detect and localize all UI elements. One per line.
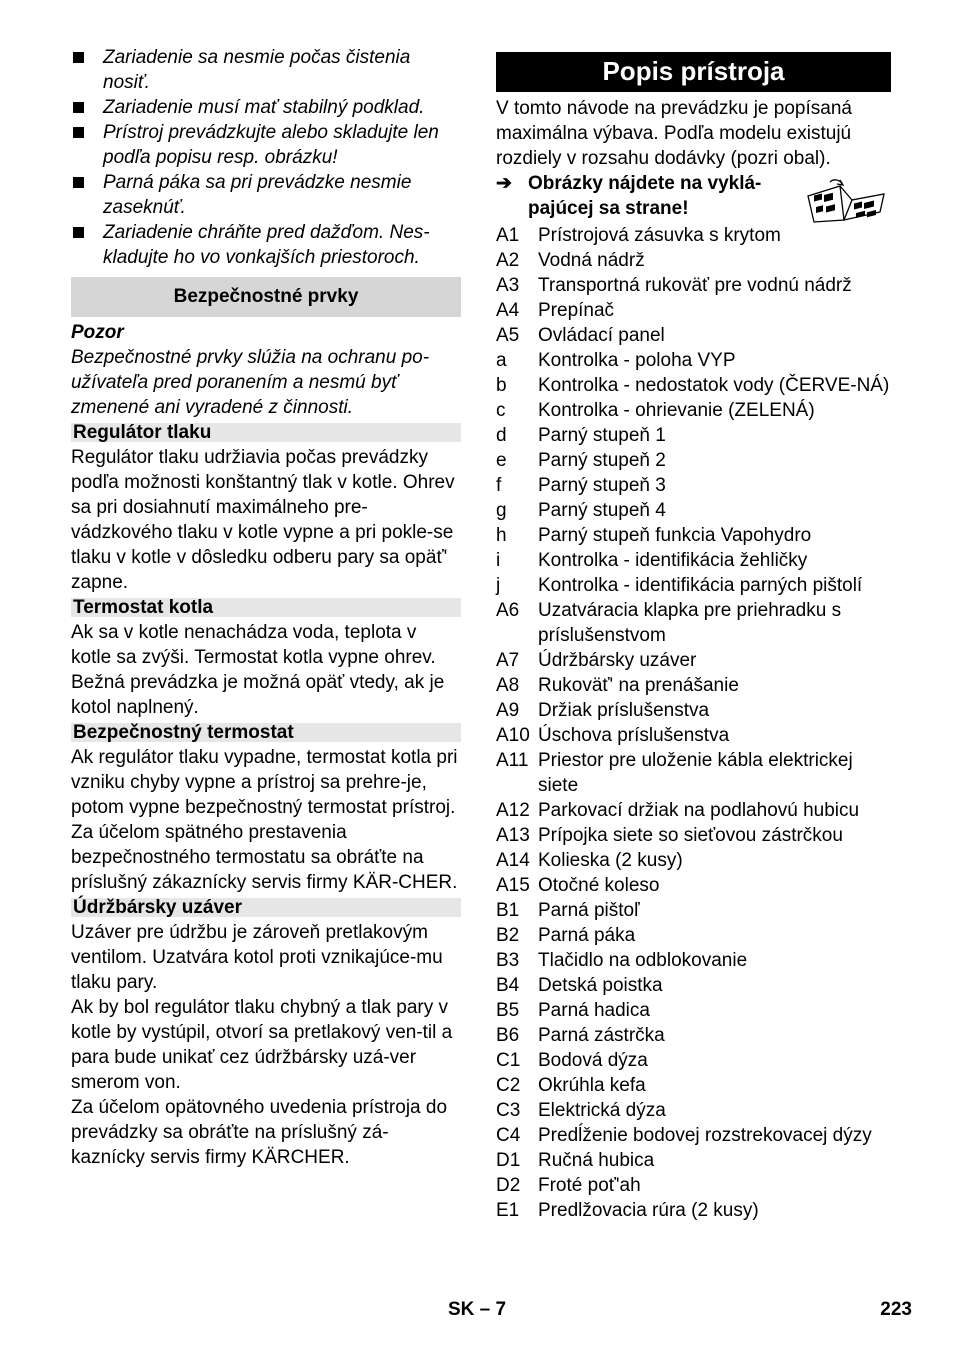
list-item <box>496 498 891 523</box>
list-item <box>496 273 891 298</box>
item-text: Parný stupeň 4 <box>538 500 666 521</box>
item-code: j <box>496 575 501 596</box>
list-item <box>496 698 891 723</box>
subsection-heading: Údržbársky uzáver <box>71 898 461 917</box>
list-item <box>496 573 891 598</box>
item-text: Parná zástrčka <box>538 1025 665 1046</box>
bullet-square-icon <box>73 227 84 238</box>
list-item <box>496 1148 891 1173</box>
item-text: Bodová dýza <box>538 1050 648 1071</box>
item-code: E1 <box>496 1200 520 1221</box>
list-item <box>496 723 891 748</box>
list-item <box>496 423 891 448</box>
caution-text: Bezpečnostné prvky slúžia na ochranu po-užívateľa pred poranením a nesmú byť zmenené ani vyradené z činnosti. <box>71 347 430 418</box>
item-code: c <box>496 400 506 421</box>
item-code: d <box>496 425 507 446</box>
item-text: Rukoväť' na prenášanie <box>538 675 739 696</box>
item-code: A5 <box>496 325 520 346</box>
footer-page-number: 223 <box>880 1299 912 1320</box>
item-code: A6 <box>496 600 520 621</box>
item-code: A8 <box>496 675 520 696</box>
item-text: Otočné koleso <box>538 875 660 896</box>
list-item <box>496 1173 891 1198</box>
figure-note <box>496 171 788 221</box>
subsection-paragraph: Regulátor tlaku udržiavia počas prevádzky podľa možnosti konštantný tlak v kotle. Ohrev sa pri dosiahnutí maximálneho pre-vádzkového tlaku v kotle vypne a pri pokle-se tlaku v kotle v dôsledku odberu pary sa opäť' zapne. <box>71 447 455 593</box>
item-text: Parný stupeň 1 <box>538 425 666 446</box>
list-item <box>496 348 891 373</box>
item-code: D2 <box>496 1175 521 1196</box>
item-text: Prípojka siete so sieťovou zástrčkou <box>538 825 843 846</box>
bullet-text: Zariadenie musí mať stabilný podklad. <box>103 97 425 118</box>
arrow-right-icon: ➔ <box>496 173 512 194</box>
item-code: B3 <box>496 950 520 971</box>
subsection-paragraph: Ak sa v kotle nenachádza voda, teplota v kotle sa zvýši. Termostat kotla vypne ohrev. Bežná prevádzka je možná opäť vtedy, ak je kotol naplnený. <box>71 622 445 718</box>
list-item <box>496 548 891 573</box>
item-text: Parkovací držiak na podlahovú hubicu <box>538 800 860 821</box>
item-code: B6 <box>496 1025 520 1046</box>
bullet-square-icon <box>73 52 84 63</box>
item-text: Okrúhla kefa <box>538 1075 646 1096</box>
item-code: g <box>496 500 507 521</box>
list-item <box>496 823 891 848</box>
item-text: Uzatváracia klapka pre priehradku s príslušenstvom <box>538 600 842 646</box>
subsection-paragraph: Uzáver pre údržbu je zároveň pretlakovým ventilom. Uzatvára kotol proti vznikajúce-mu tlaku pary. <box>71 922 443 993</box>
item-code: h <box>496 525 507 546</box>
right-column <box>496 45 891 1223</box>
list-item <box>496 898 891 923</box>
subsection-heading: Termostat kotla <box>71 598 461 617</box>
list-item <box>496 223 891 248</box>
list-item <box>496 998 891 1023</box>
item-text: Parná hadica <box>538 1000 650 1021</box>
bullet-text: Parná páka sa pri prevádzke nesmie zaseknúť. <box>103 172 412 218</box>
open-book-icon <box>804 178 886 224</box>
bullet-square-icon <box>73 177 84 188</box>
item-code: b <box>496 375 507 396</box>
item-code: B5 <box>496 1000 520 1021</box>
item-code: B2 <box>496 925 520 946</box>
bullet-square-icon <box>73 127 84 138</box>
item-code: A2 <box>496 250 520 271</box>
item-text: Kolieska (2 kusy) <box>538 850 683 871</box>
item-code: A11 <box>496 750 529 771</box>
subsection-heading: Regulátor tlaku <box>71 423 461 442</box>
list-item <box>496 373 891 398</box>
safety-section-heading: Bezpečnostné prvky <box>71 277 461 317</box>
item-text: Úschova príslušenstva <box>538 725 730 746</box>
item-text: Predĺženie bodovej rozstrekovacej dýzy <box>538 1125 872 1146</box>
item-text: Ručná hubica <box>538 1150 655 1171</box>
list-item <box>496 598 891 648</box>
item-text: Parný stupeň funkcia Vapohydro <box>538 525 812 546</box>
item-text: Kontrolka - poloha VYP <box>538 350 736 371</box>
item-text: Parná pištoľ <box>538 900 640 921</box>
item-code: C2 <box>496 1075 521 1096</box>
list-item <box>496 748 891 798</box>
item-text: Kontrolka - ohrievanie (ZELENÁ) <box>538 400 815 421</box>
list-item <box>496 1073 891 1098</box>
item-text: Priestor pre uloženie kábla elektrickej siete <box>538 750 853 796</box>
list-item <box>496 1098 891 1123</box>
list-item <box>496 923 891 948</box>
bullet-text: Prístroj prevádzkujte alebo skladujte len podľa popisu resp. obrázku! <box>103 122 439 168</box>
item-text: Údržbársky uzáver <box>538 650 697 671</box>
list-item <box>496 848 891 873</box>
item-text: Kontrolka - identifikácia parných pištolí <box>538 575 863 596</box>
bullet-item <box>71 120 461 170</box>
item-text: Detská poistka <box>538 975 663 996</box>
list-item <box>496 398 891 423</box>
bullet-item <box>71 220 461 270</box>
list-item <box>496 1023 891 1048</box>
item-text: Transportná rukoväť pre vodnú nádrž <box>538 275 852 296</box>
subsection-paragraph: Za účelom opätovného uvedenia prístroja do prevádzky sa obráťte na príslušný zá-kaznícky servis firmy KÄRCHER. <box>71 1097 448 1168</box>
item-text: Froté poť'ah <box>538 1175 641 1196</box>
left-column <box>71 45 461 1170</box>
item-text: Parná páka <box>538 925 636 946</box>
list-item <box>496 973 891 998</box>
bullet-item <box>71 45 461 95</box>
item-code: A1 <box>496 225 520 246</box>
item-code: i <box>496 550 501 571</box>
list-item <box>496 448 891 473</box>
item-code: A3 <box>496 275 520 296</box>
item-code: a <box>496 350 507 371</box>
list-item <box>496 473 891 498</box>
item-code: A9 <box>496 700 520 721</box>
item-text: Vodná nádrž <box>538 250 645 271</box>
item-code: D1 <box>496 1150 521 1171</box>
item-code: A15 <box>496 875 530 896</box>
figure-note-text: Obrázky nájdete na vyklá-pajúcej sa strane! <box>528 173 762 219</box>
item-text: Prístrojová zásuvka s krytom <box>538 225 781 246</box>
item-code: A12 <box>496 800 530 821</box>
item-code: A7 <box>496 650 520 671</box>
bullet-item <box>71 170 461 220</box>
item-text: Ovládací panel <box>538 325 665 346</box>
item-code: B1 <box>496 900 520 921</box>
item-text: Prepínač <box>538 300 615 321</box>
list-item <box>496 1123 891 1148</box>
item-code: A4 <box>496 300 520 321</box>
list-item <box>496 798 891 823</box>
item-code: C4 <box>496 1125 521 1146</box>
item-code: f <box>496 475 502 496</box>
component-list <box>496 223 891 1223</box>
item-text: Parný stupeň 2 <box>538 450 666 471</box>
footer-section-label: SK – 7 <box>447 1299 507 1320</box>
warning-bullet-list <box>71 45 461 270</box>
bullet-item <box>71 95 461 120</box>
bullet-text: Zariadenie chráňte pred dažďom. Nes-kladujte ho vo vonkajších priestoroch. <box>103 222 430 268</box>
item-text: Parný stupeň 3 <box>538 475 666 496</box>
list-item <box>496 323 891 348</box>
item-text: Tlačidlo na odblokovanie <box>538 950 748 971</box>
item-text: Kontrolka - identifikácia žehličky <box>538 550 808 571</box>
list-item <box>496 523 891 548</box>
intro-paragraph: V tomto návode na prevádzku je popísaná maximálna výbava. Podľa modelu existujú rozdiely v rozsahu dodávky (pozri obal). <box>496 98 852 169</box>
list-item <box>496 948 891 973</box>
item-code: e <box>496 450 507 471</box>
list-item <box>496 1048 891 1073</box>
item-text: Držiak príslušenstva <box>538 700 710 721</box>
subsection-heading: Bezpečnostný termostat <box>71 723 461 742</box>
list-item <box>496 873 891 898</box>
bullet-text: Zariadenie sa nesmie počas čistenia nosiť. <box>103 47 411 93</box>
list-item <box>496 248 891 273</box>
item-code: A13 <box>496 825 530 846</box>
subsection-paragraph: Ak regulátor tlaku vypadne, termostat kotla pri vzniku chyby vypne a prístroj sa prehre-je, potom vypne bezpečnostný termostat prístroj. Za účelom spätného prestavenia bezpečnostného termostatu sa obráťte na príslušný zákaznícky servis firmy KÄR-CHER. <box>71 747 458 893</box>
item-code: C3 <box>496 1100 521 1121</box>
list-item <box>496 1198 891 1223</box>
list-item <box>496 298 891 323</box>
list-item <box>496 673 891 698</box>
item-code: B4 <box>496 975 520 996</box>
item-code: A10 <box>496 725 530 746</box>
list-item <box>496 648 891 673</box>
item-text: Kontrolka - nedostatok vody (ČERVE-NÁ) <box>538 375 890 396</box>
subsection-paragraph: Ak by bol regulátor tlaku chybný a tlak pary v kotle by vystúpil, otvorí sa pretlakový ven-til a para bude unikať cez údržbársky uzá-ver smerom von. <box>71 997 453 1093</box>
page-title: Popis prístroja <box>496 52 891 92</box>
bullet-square-icon <box>73 102 84 113</box>
item-code: C1 <box>496 1050 521 1071</box>
item-text: Elektrická dýza <box>538 1100 666 1121</box>
caution-label: Pozor <box>71 322 124 343</box>
item-code: A14 <box>496 850 530 871</box>
item-text: Predlžovacia rúra (2 kusy) <box>538 1200 759 1221</box>
